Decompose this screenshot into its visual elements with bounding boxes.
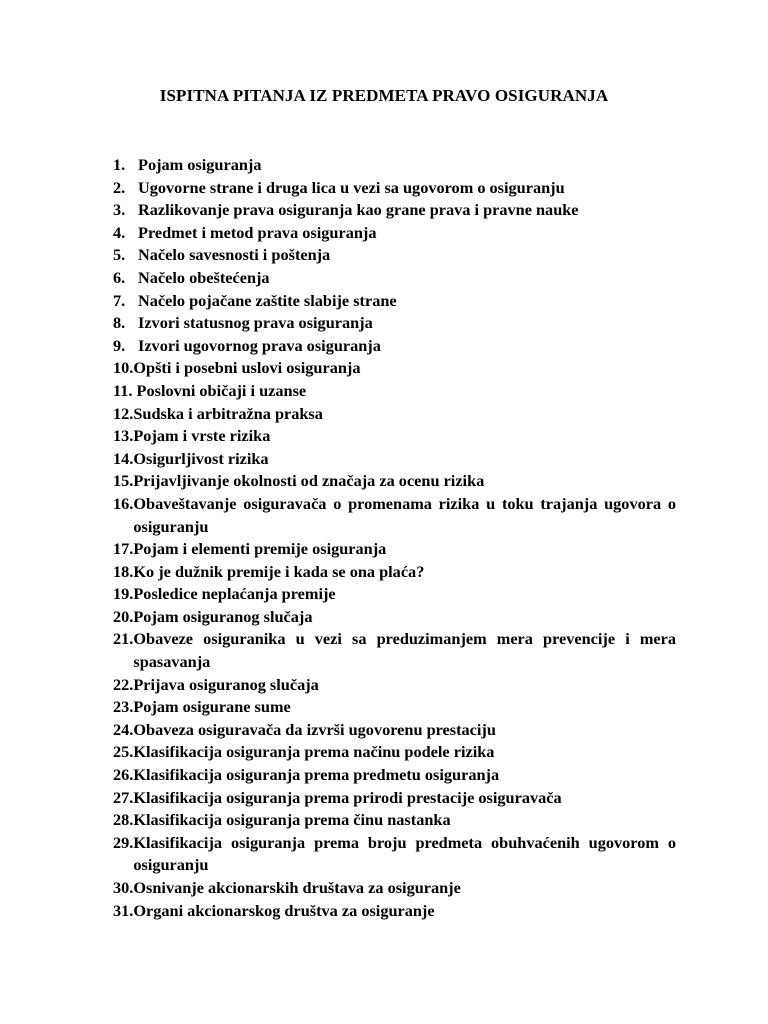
list-item <box>113 244 676 267</box>
item-number: 8. <box>113 313 126 333</box>
item-number: 4. <box>113 222 126 242</box>
item-text: Prijavljivanje okolnosti od značaja za ocenu rizika <box>133 471 485 491</box>
list-item <box>113 900 676 923</box>
item-number: 6. <box>113 267 126 287</box>
item-number: 2. <box>113 177 126 197</box>
list-item <box>113 154 676 177</box>
list-item <box>113 425 676 448</box>
list-item <box>113 335 676 358</box>
list-item <box>113 267 676 290</box>
item-number: 1. <box>113 155 126 174</box>
question-list <box>113 154 676 922</box>
list-item <box>113 628 676 673</box>
item-text: Klasifikacija osiguranja prema broju predmeta obuhvaćenih ugovorom o osiguranju <box>133 832 676 875</box>
item-number: 29. <box>113 832 134 852</box>
item-text: Poslovni običaji i uzanse <box>136 380 307 400</box>
item-number: 18. <box>113 561 134 581</box>
item-text: Klasifikacija osiguranja prema prirodi prestacije osiguravača <box>133 787 562 807</box>
item-text: Opšti i posebni uslovi osiguranja <box>133 358 361 378</box>
item-text: Obaveze osiguranika u vezi sa preduzimanjem mera prevencije i mera spasavanja <box>133 629 676 672</box>
item-text: Izvori ugovornog prava osiguranja <box>138 335 381 355</box>
list-item <box>113 222 676 245</box>
item-number: 7. <box>113 290 126 310</box>
list-item <box>113 674 676 697</box>
item-number: 11. <box>113 380 137 400</box>
item-text: Sudska i arbitražna praksa <box>133 403 323 423</box>
item-text: Razlikovanje prava osiguranja kao grane prava i pravne nauke <box>138 200 579 220</box>
item-number: 19. <box>113 584 134 604</box>
item-text: Pojam osigurane sume <box>133 697 291 717</box>
item-text: Klasifikacija osiguranja prema predmetu osiguranja <box>133 765 500 785</box>
item-text: Pojam osiguranja <box>138 155 262 174</box>
item-number: 16. <box>113 493 134 513</box>
list-item <box>113 199 676 222</box>
list-item <box>113 380 676 403</box>
item-number: 28. <box>113 810 134 830</box>
list-item <box>113 538 676 561</box>
item-number: 9. <box>113 335 126 355</box>
item-text: Pojam i vrste rizika <box>133 426 271 446</box>
item-text: Načelo savesnosti i poštenja <box>138 245 331 265</box>
document-title: ISPITNA PITANJA IZ PREDMETA PRAVO OSIGURANJA <box>159 86 609 105</box>
item-text: Obaveštavanje osiguravača o promenama rizika u toku trajanja ugovora o osiguranju <box>133 493 676 536</box>
item-text: Prijava osiguranog slučaja <box>133 674 319 694</box>
item-text: Načelo pojačane zaštite slabije strane <box>138 290 397 310</box>
list-item <box>113 177 676 200</box>
item-number: 5. <box>113 245 126 265</box>
list-item <box>113 877 676 900</box>
list-item <box>113 809 676 832</box>
item-number: 24. <box>113 719 134 739</box>
list-item <box>113 764 676 787</box>
item-text: Klasifikacija osiguranja prema činu nastanka <box>133 810 451 830</box>
item-text: Obaveza osiguravača da izvrši ugovorenu prestaciju <box>133 719 496 739</box>
list-item <box>113 403 676 426</box>
item-text: Klasifikacija osiguranja prema načinu podele rizika <box>133 742 495 762</box>
list-item <box>113 787 676 810</box>
item-number: 17. <box>113 539 134 559</box>
list-item <box>113 606 676 629</box>
item-number: 25. <box>113 742 134 762</box>
item-text: Organi akcionarskog društva za osiguranje <box>133 900 435 920</box>
item-number: 31. <box>113 900 134 920</box>
item-number: 13. <box>113 426 134 446</box>
item-number: 15. <box>113 471 134 491</box>
list-item <box>113 493 676 538</box>
item-number: 26. <box>113 765 134 785</box>
list-item <box>113 561 676 584</box>
item-number: 30. <box>113 878 134 897</box>
list-item <box>113 312 676 335</box>
list-item <box>113 583 676 606</box>
item-text: Pojam i elementi premije osiguranja <box>133 539 387 559</box>
item-text: Izvori statusnog prava osiguranja <box>138 313 373 333</box>
item-number: 21. <box>113 629 134 649</box>
item-text: Osnivanje akcionarskih društava za osiguranje <box>133 878 461 897</box>
item-text: Ugovorne strane i druga lica u vezi sa ugovorom o osiguranju <box>138 177 565 197</box>
item-number: 3. <box>113 200 126 220</box>
list-item <box>113 741 676 764</box>
list-item <box>113 470 676 493</box>
item-number: 22. <box>113 674 134 694</box>
item-number: 27. <box>113 787 134 807</box>
list-item <box>113 832 676 877</box>
item-text: Posledice neplaćanja premije <box>133 584 336 604</box>
list-item <box>113 290 676 313</box>
item-number: 14. <box>113 448 134 468</box>
item-text: Pojam osiguranog slučaja <box>133 606 313 626</box>
item-number: 20. <box>113 606 134 626</box>
list-item <box>113 719 676 742</box>
list-item <box>113 696 676 719</box>
list-item <box>113 357 676 380</box>
item-number: 23. <box>113 697 134 717</box>
item-text: Osigurljivost rizika <box>133 448 269 468</box>
item-number: 10. <box>113 358 134 378</box>
item-number: 12. <box>113 403 134 423</box>
list-item <box>113 448 676 471</box>
item-text: Načelo obeštećenja <box>138 267 270 287</box>
item-text: Predmet i metod prava osiguranja <box>138 222 377 242</box>
item-text: Ko je dužnik premije i kada se ona plaća? <box>133 561 425 581</box>
